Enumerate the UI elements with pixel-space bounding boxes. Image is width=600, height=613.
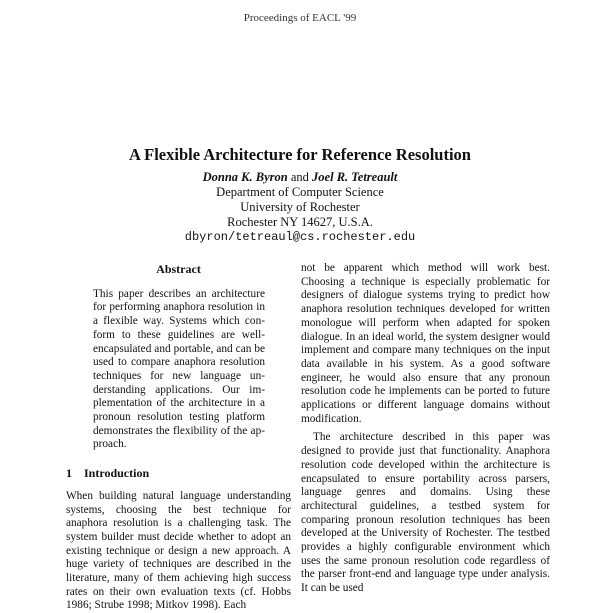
right-column [301, 262, 550, 596]
section-number: 1 [66, 466, 72, 481]
affiliation-address: Rochester NY 14627, U.S.A. [227, 215, 373, 229]
section-heading-introduction [66, 467, 291, 481]
abstract-text: This paper describes an architecture for performing anaphora resolution in a flexible way. Systems which conform to these guidelines are well-encapsulated and portable, and can be used to compare anaphora resolution techniques for new language understanding applications. Our implementation of the architecture in a pronoun resolution testing platform demonstrates the flexibility of the approach. [93, 287, 265, 451]
author-block [0, 170, 600, 245]
author-names [0, 170, 600, 185]
intro-paragraph-1-right: not be apparent which method will work best. Choosing a technique is especially problematic for designers of dialogue systems trying to predict how anaphora resolution techniques developed for written monologue will perform when adapted for spoken dialogue. In an ideal world, the system designer would implement and compare many techniques on the input data available in his system. As a good software engineer, he would also ensure that any pronoun resolution code he implements can be ported to future applications or different language domains without modification. [301, 262, 550, 425]
abstract-heading: Abstract [156, 262, 201, 276]
intro-paragraph-2: The architecture described in this paper was designed to provide just that functionality. Anaphora resolution code developed within the architecture is encapsulated to ensure portability across parsers, language genres and domains. Using these architectural guidelines, a testbed system for comparing pronoun resolution techniques has been developed at the University of Rochester. The testbed provides a highly configurable environment which uses the same pronoun resolution code regardless of the parser front-end and language type under analysis. It can be used [301, 431, 550, 595]
section-title: Introduction [84, 466, 150, 481]
author-1: Donna K. Byron [202, 170, 288, 184]
author-conjunction: and [290, 170, 309, 184]
author-email: dbyron/tetreaul@cs.rochester.edu [184, 230, 416, 244]
affiliation-university: University of Rochester [240, 200, 360, 214]
left-column [66, 263, 291, 613]
intro-paragraph-1-left: When building natural language understanding systems, choosing the best technique for anaphora resolution is a challenging task. The system builder must decide whether to adopt an existing technique or design a new approach. A huge variety of techniques are described in the literature, many of them achieving high success rates on their own evaluation texts (cf. Hobbs 1986; Strube 1998; Mitkov 1998). Each [66, 489, 291, 612]
paper-title: A Flexible Architecture for Reference Resolution [129, 145, 471, 164]
running-head: Proceedings of EACL '99 [243, 12, 357, 24]
affiliation-department: Department of Computer Science [216, 185, 384, 199]
author-2: Joel R. Tetreault [312, 170, 398, 184]
